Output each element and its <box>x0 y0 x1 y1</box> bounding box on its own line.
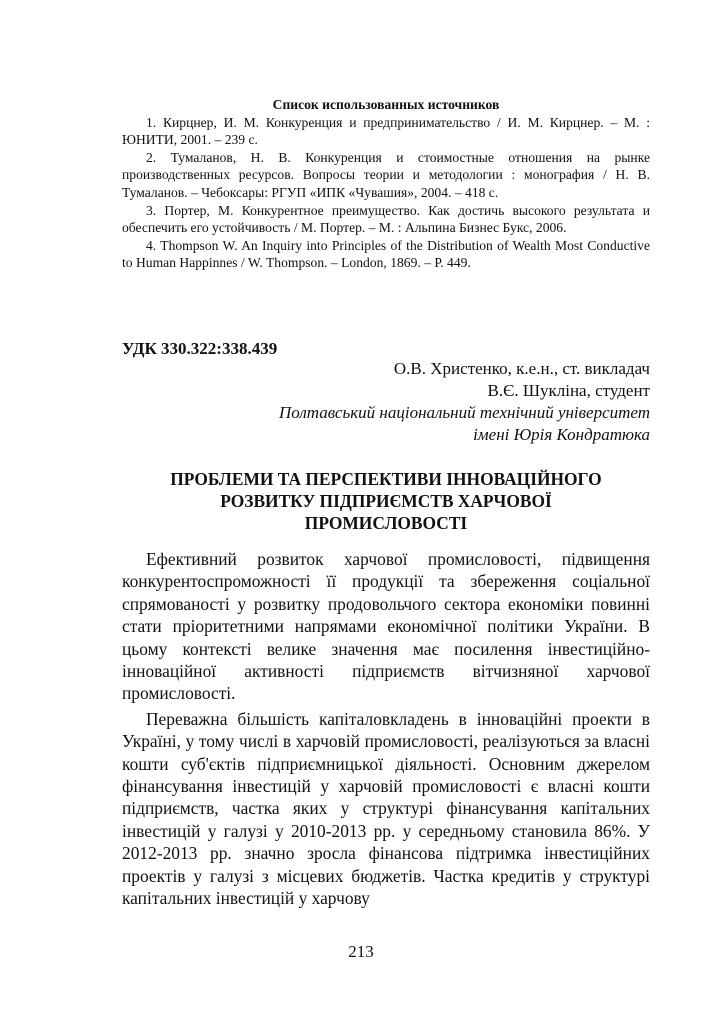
reference-item: 1. Кирцнер, И. М. Конкуренция и предпринимательство / И. М. Кирцнер. – М. : ЮНИТИ, 2001. – 239 с. <box>122 114 650 148</box>
reference-item: 3. Портер, М. Конкурентное преимущество. Как достичь высокого результата и обеспечить его устойчивость / М. Портер. – М. : Альпина Бизнес Букс, 2006. <box>122 202 650 236</box>
institution-line: імені Юрія Кондратюка <box>473 425 650 444</box>
udk-code: УДК 330.322:338.439 <box>122 339 278 358</box>
body-paragraph: Ефективний розвиток харчової промисловості, підвищення конкурентоспроможності її продукції та збереження соціальної спрямованості у розвитку продовольчого сектора економіки повинні стати пріоритетними напрямами економічної політики України. В цьому контексті велике значення має посилення інвестиційно-інноваційної активності підприємств вітчизняної харчової промисловості. <box>122 549 650 704</box>
article-body <box>122 548 650 913</box>
title-line: РОЗВИТКУ ПІДПРИЄМСТВ ХАРЧОВОЇ <box>220 491 552 511</box>
document-page <box>122 96 650 909</box>
institution-line: Полтавський національний технічний університет <box>279 403 650 422</box>
author-line: В.Є. Шукліна, студент <box>487 381 650 400</box>
reference-item: 4. Thompson W. An Inquiry into Principles of the Distribution of Wealth Most Conductive to Human Happinnes / W. Thompson. – London, 1869. – Р. 449. <box>122 237 650 271</box>
author-line: О.В. Христенко, к.е.н., ст. викладач <box>393 359 650 378</box>
title-line: ПРОМИСЛОВОСТІ <box>304 513 468 533</box>
body-paragraph: Переважна більшість капіталовкладень в інноваційні проекти в Україні, у тому числі в харчовій промисловості, реалізуються за власні кошти суб'єктів підприємницької діяльності. Основним джерелом фінансування інвестицій у харчовій промисловості є власні кошти підприємств, частка яких у структурі фінансування капітальних інвестицій у галузі у 2010-2013 рр. у середньому становила 86%. У 2012-2013 рр. значно зросла фінансова підтримка інвестиційних проектів у галузі з місцевих бюджетів. Частка кредитів у структурі капітальних інвестицій у харчову <box>122 708 650 909</box>
article-title <box>122 468 650 534</box>
title-line: ПРОБЛЕМИ ТА ПЕРСПЕКТИВИ ІННОВАЦІЙНОГО <box>170 469 602 489</box>
reference-item: 2. Тумаланов, Н. В. Конкуренция и стоимостные отношения на рынке производственных ресурсов. Вопросы теории и методологии : монография / Н. В. Тумаланов. – Чебоксары: РГУП «ИПК «Чувашия», 2004. – 418 с. <box>122 149 650 200</box>
authors-block <box>279 358 650 446</box>
page-number: 213 <box>348 942 374 961</box>
references-section <box>122 96 650 272</box>
references-title: Список использованных источников <box>272 97 500 112</box>
